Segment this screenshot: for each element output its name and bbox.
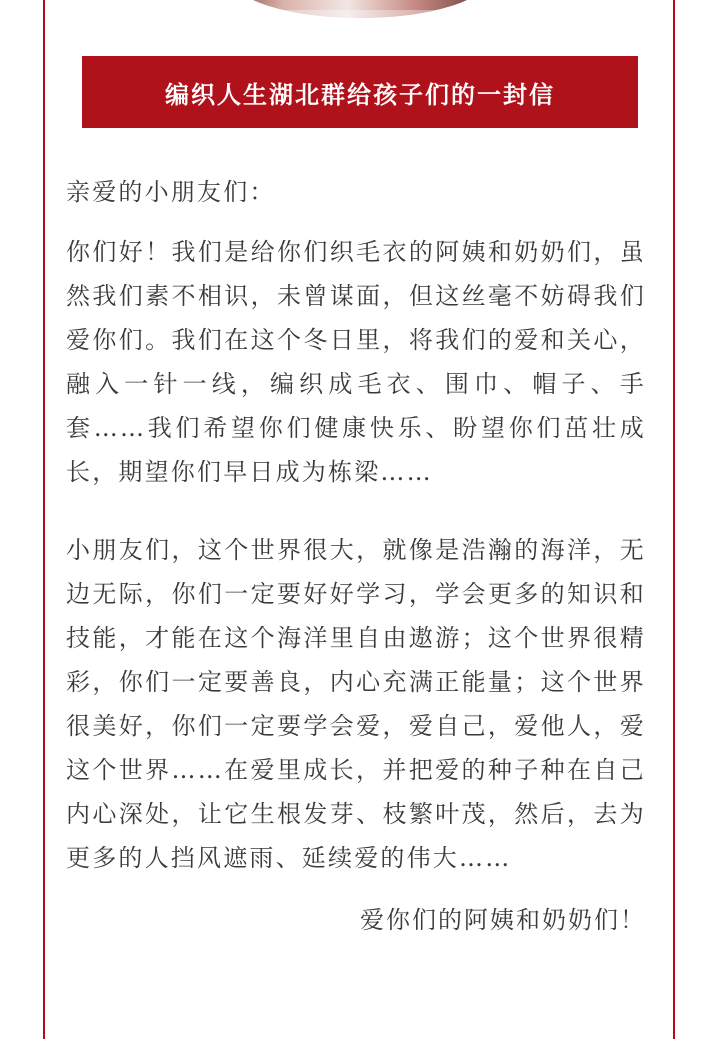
letter-signature: 爱你们的阿姨和奶奶们！: [360, 906, 646, 934]
letter-paragraph: 小朋友们，这个世界很大，就像是浩瀚的海洋，无边无际，你们一定要好好学习，学会更多的知识和技能，才能在这个海洋里自由遨游；这个世界很精彩，你们一定要善良，内心充满正能量；这个世界很美好，你们一定要学会爱，爱自己，爱他人，爱这个世界……在爱里成长，并把爱的种子种在自己内心深处，让它生根发芽、枝繁叶茂，然后，去为更多的人挡风遮雨、延续爱的伟大……: [66, 536, 646, 872]
letter-paragraph: 你们好！我们是给你们织毛衣的阿姨和奶奶们，虽然我们素不相识，未曾谋面，但这丝毫不妨碍我们爱你们。我们在这个冬日里，将我们的爱和关心，融入一针一线，编织成毛衣、围巾、帽子、手套……我们希望你们健康快乐、盼望你们茁壮成长，期望你们早日成为栋梁……: [66, 238, 646, 486]
title-banner: [82, 56, 638, 128]
letter-body: [66, 170, 646, 942]
letter-greeting: 亲爱的小朋友们：: [66, 178, 276, 206]
page-title: 编织人生湖北群给孩子们的一封信: [165, 79, 555, 109]
